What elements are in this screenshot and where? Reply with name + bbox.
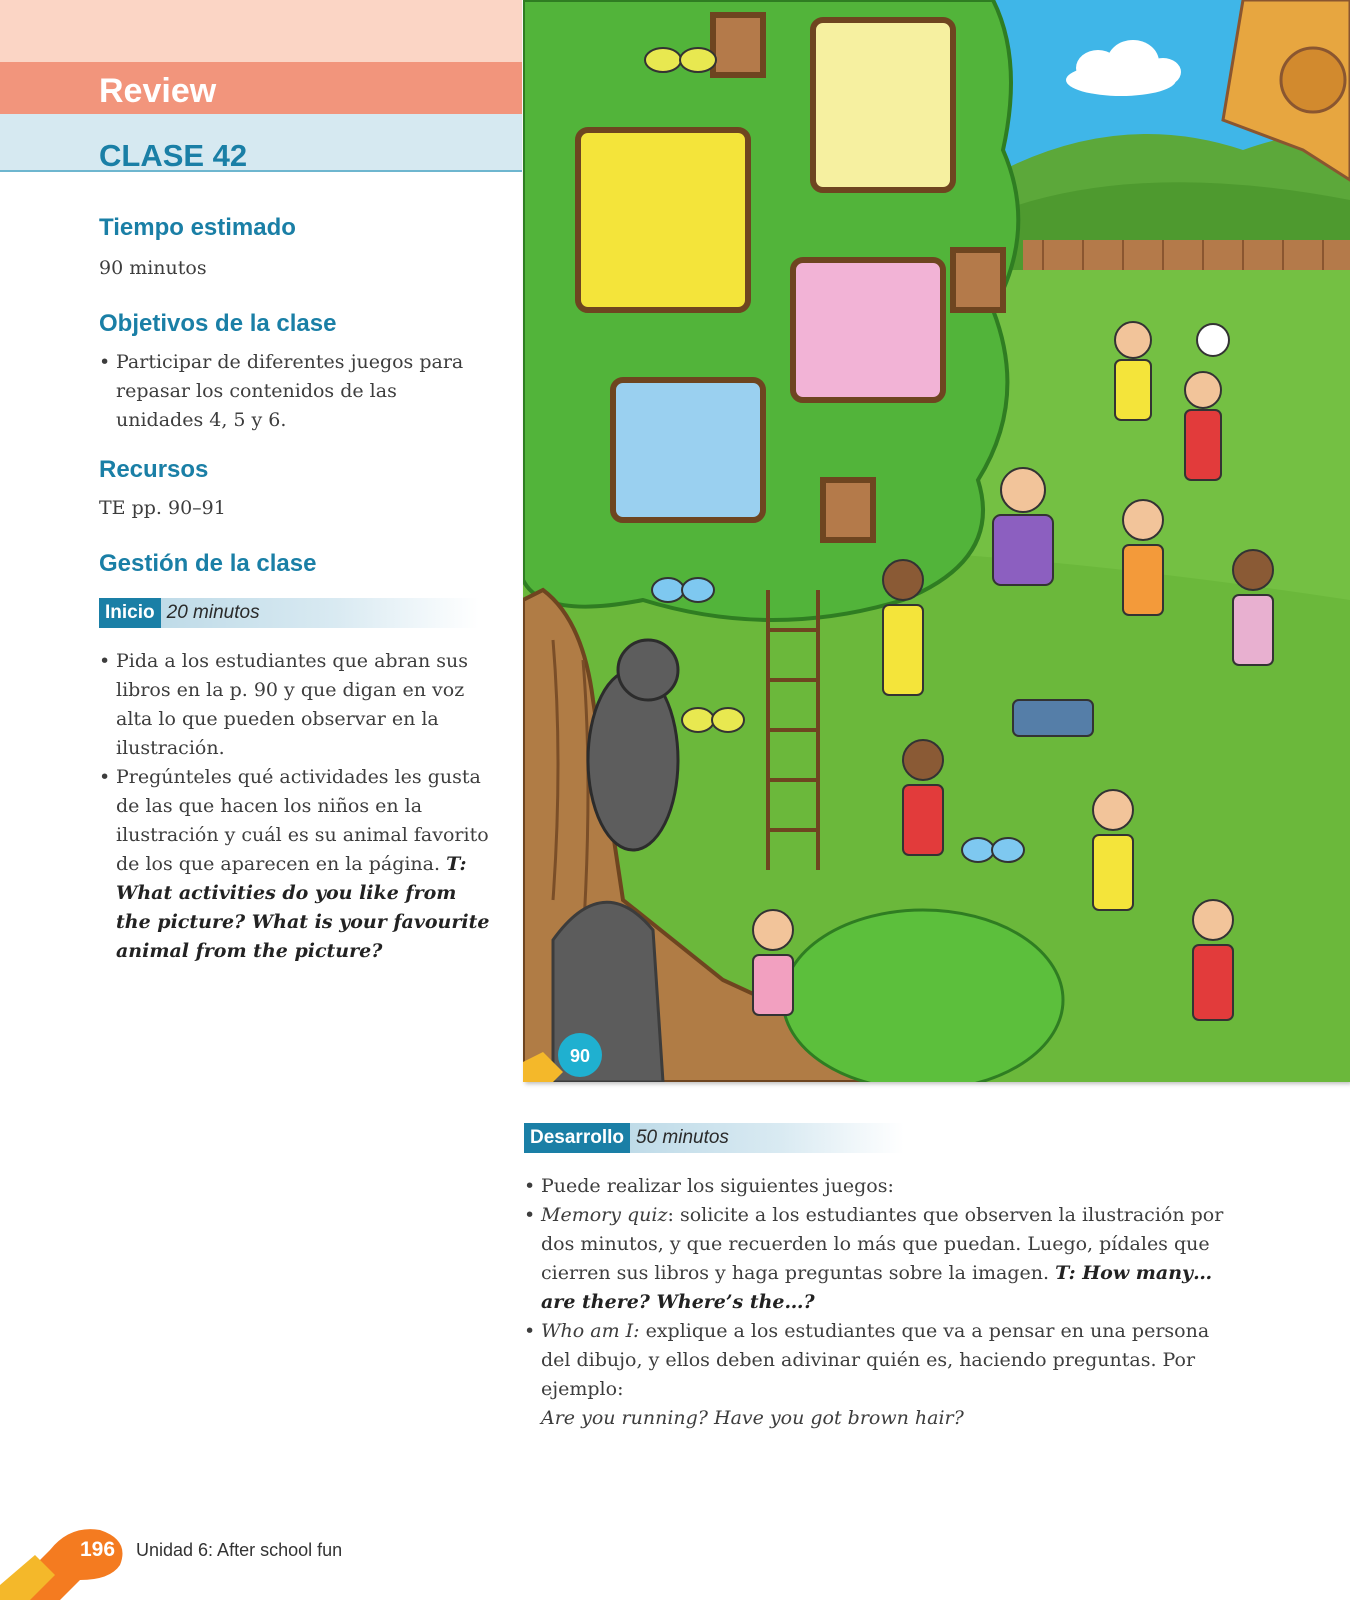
footer-page-tab — [0, 1520, 140, 1600]
inicio-list — [99, 647, 491, 966]
tiempo-value: 90 minutos — [99, 257, 207, 279]
treehouse-illustration — [523, 0, 1350, 1082]
footer-page-number: 196 — [80, 1538, 116, 1561]
memory-quiz-prompt: T: How many…are there? Where’s the…? — [541, 1262, 1213, 1313]
clase-title: CLASE 42 — [99, 138, 248, 173]
desarrollo-item-1: • Puede realizar los siguientes juegos: — [524, 1172, 1224, 1201]
illustration-page-number: 90 — [569, 1046, 591, 1066]
footer-unit: Unidad 6: After school fun — [136, 1540, 343, 1560]
who-am-i-text: explique a los estudiantes que va a pensar en una persona del dibujo, y ellos deben adivinar quién es, haciendo preguntas. Por ejemplo: — [541, 1320, 1210, 1400]
who-am-i-example: Are you running? Have you got brown hair? — [541, 1407, 964, 1429]
desarrollo-item-3 — [524, 1317, 1224, 1433]
objetivos-item: • Participar de diferentes juegos para repasar los contenidos de las unidades 4, 5 y 6. — [99, 348, 489, 435]
memory-quiz-title: Memory quiz — [541, 1204, 668, 1226]
who-am-i-title: Who am I: — [541, 1320, 640, 1342]
inicio-bar — [99, 598, 479, 628]
recursos-value: TE pp. 90–91 — [99, 497, 226, 519]
desarrollo-label: Desarrollo — [524, 1123, 630, 1153]
objetivos-list — [99, 348, 489, 435]
desarrollo-item-2 — [524, 1201, 1224, 1317]
illustration-art — [523, 0, 1350, 1082]
inicio-label: Inicio — [99, 598, 161, 628]
inicio-item-1: • Pida a los estudiantes que abran sus libros en la p. 90 y que digan en voz alta lo que pueden observar en la ilustración. — [99, 647, 491, 763]
inicio-item-2-prompt: T: What activities do you like from the picture? What is your favourite animal from the picture? — [116, 853, 490, 962]
desarrollo-bar — [524, 1123, 904, 1153]
header-clase-band — [0, 114, 522, 172]
objetivos-heading: Objetivos de la clase — [99, 310, 337, 337]
inicio-duration: 20 minutos — [161, 598, 479, 628]
tiempo-heading: Tiempo estimado — [99, 214, 296, 241]
gestion-heading: Gestión de la clase — [99, 550, 317, 577]
inicio-item-2 — [99, 763, 491, 966]
desarrollo-duration: 50 minutos — [630, 1123, 904, 1153]
recursos-heading: Recursos — [99, 456, 209, 483]
header-review-band — [0, 62, 522, 114]
header-top-band — [0, 0, 522, 62]
review-title: Review — [99, 72, 217, 110]
desarrollo-list — [524, 1172, 1224, 1433]
memory-quiz-text: : solicite a los estudiantes que observen la ilustración por dos minutos, y que recuerden lo más que puedan. Luego, pídales que cierren sus libros y haga preguntas sobre la imagen. — [541, 1204, 1224, 1284]
inicio-item-2-text: Pregúnteles qué actividades les gusta de las que hacen los niños en la ilustración y cuál es su animal favorito de los que aparecen en la página. — [116, 766, 489, 875]
